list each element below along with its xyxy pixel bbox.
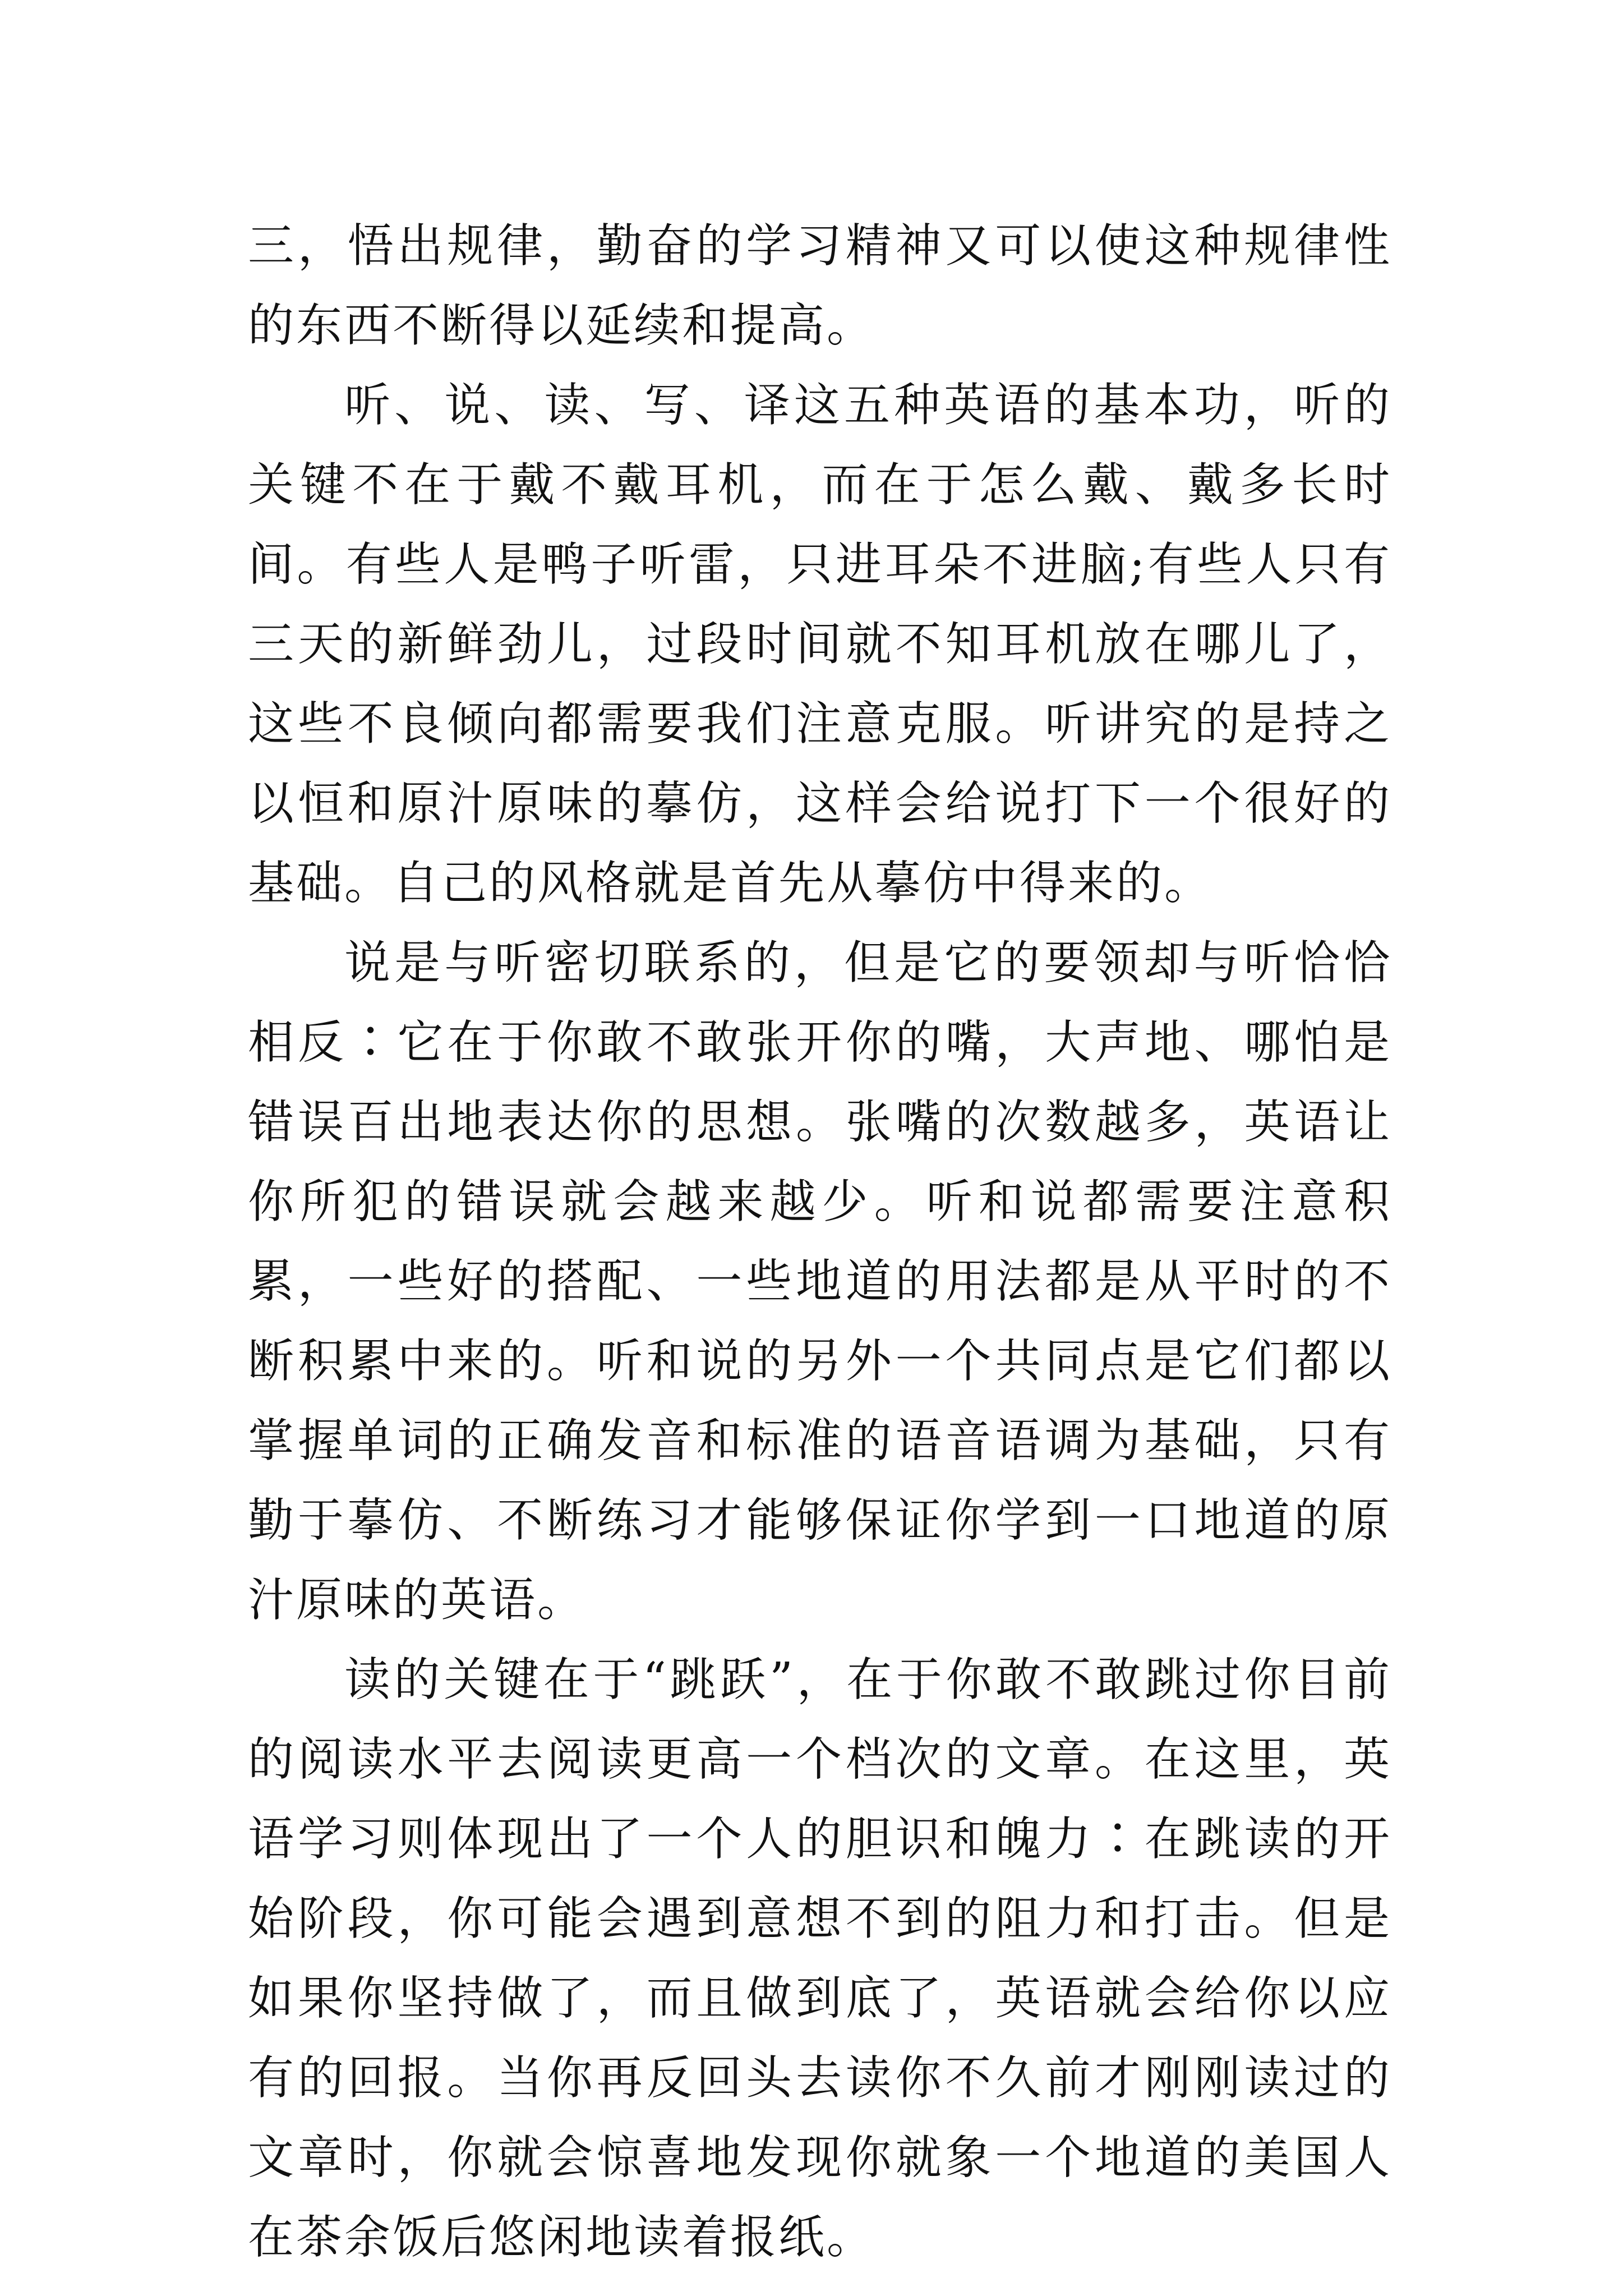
paragraph-1: 三，悟出规律，勤奋的学习精神又可以使这种规律性的东西不断得以延续和提高。 (248, 219, 1392, 352)
body-text (248, 206, 1392, 2277)
paragraph-3: 说是与听密切联系的，但是它的要领却与听恰恰相反∶它在于你敢不敢张开你的嘴，大声地、哪怕是错误百出地表达你的思想。张嘴的次数越多，英语让你所犯的错误就会越来越少。听和说都需要注意积累，一些好的搭配、一些地道的用法都是从平时的不断积累中来的。听和说的另外一个共同点是它们都以掌握单词的正确发音和标准的语音语调为基础，只有勤于摹仿、不断练习才能够保证你学到一口地道的原汁原味的英语。 (248, 936, 1392, 1627)
paragraph-4: 读的关键在于“跳跃”，在于你敢不敢跳过你目前的阅读水平去阅读更高一个档次的文章。在这里，英语学习则体现出了一个人的胆识和魄力∶在跳读的开始阶段，你可能会遇到意想不到的阻力和打击。但是如果你坚持做了，而且做到底了，英语就会给你以应有的回报。当你再反回头去读你不久前才刚刚读过的文章时，你就会惊喜地发现你就象一个地道的美国人在茶余饭后悠闲地读着报纸。 (248, 1653, 1392, 2264)
paragraph-2: 听、说、读、写、译这五种英语的基本功，听的关键不在于戴不戴耳机，而在于怎么戴、戴多长时间。有些人是鸭子听雷，只进耳朵不进脑;有些人只有三天的新鲜劲儿，过段时间就不知耳机放在哪儿了，这些不良倾向都需要我们注意克服。听讲究的是持之以恒和原汁原味的摹仿，这样会给说打下一个很好的基础。自己的风格就是首先从摹仿中得来的。 (248, 379, 1392, 910)
